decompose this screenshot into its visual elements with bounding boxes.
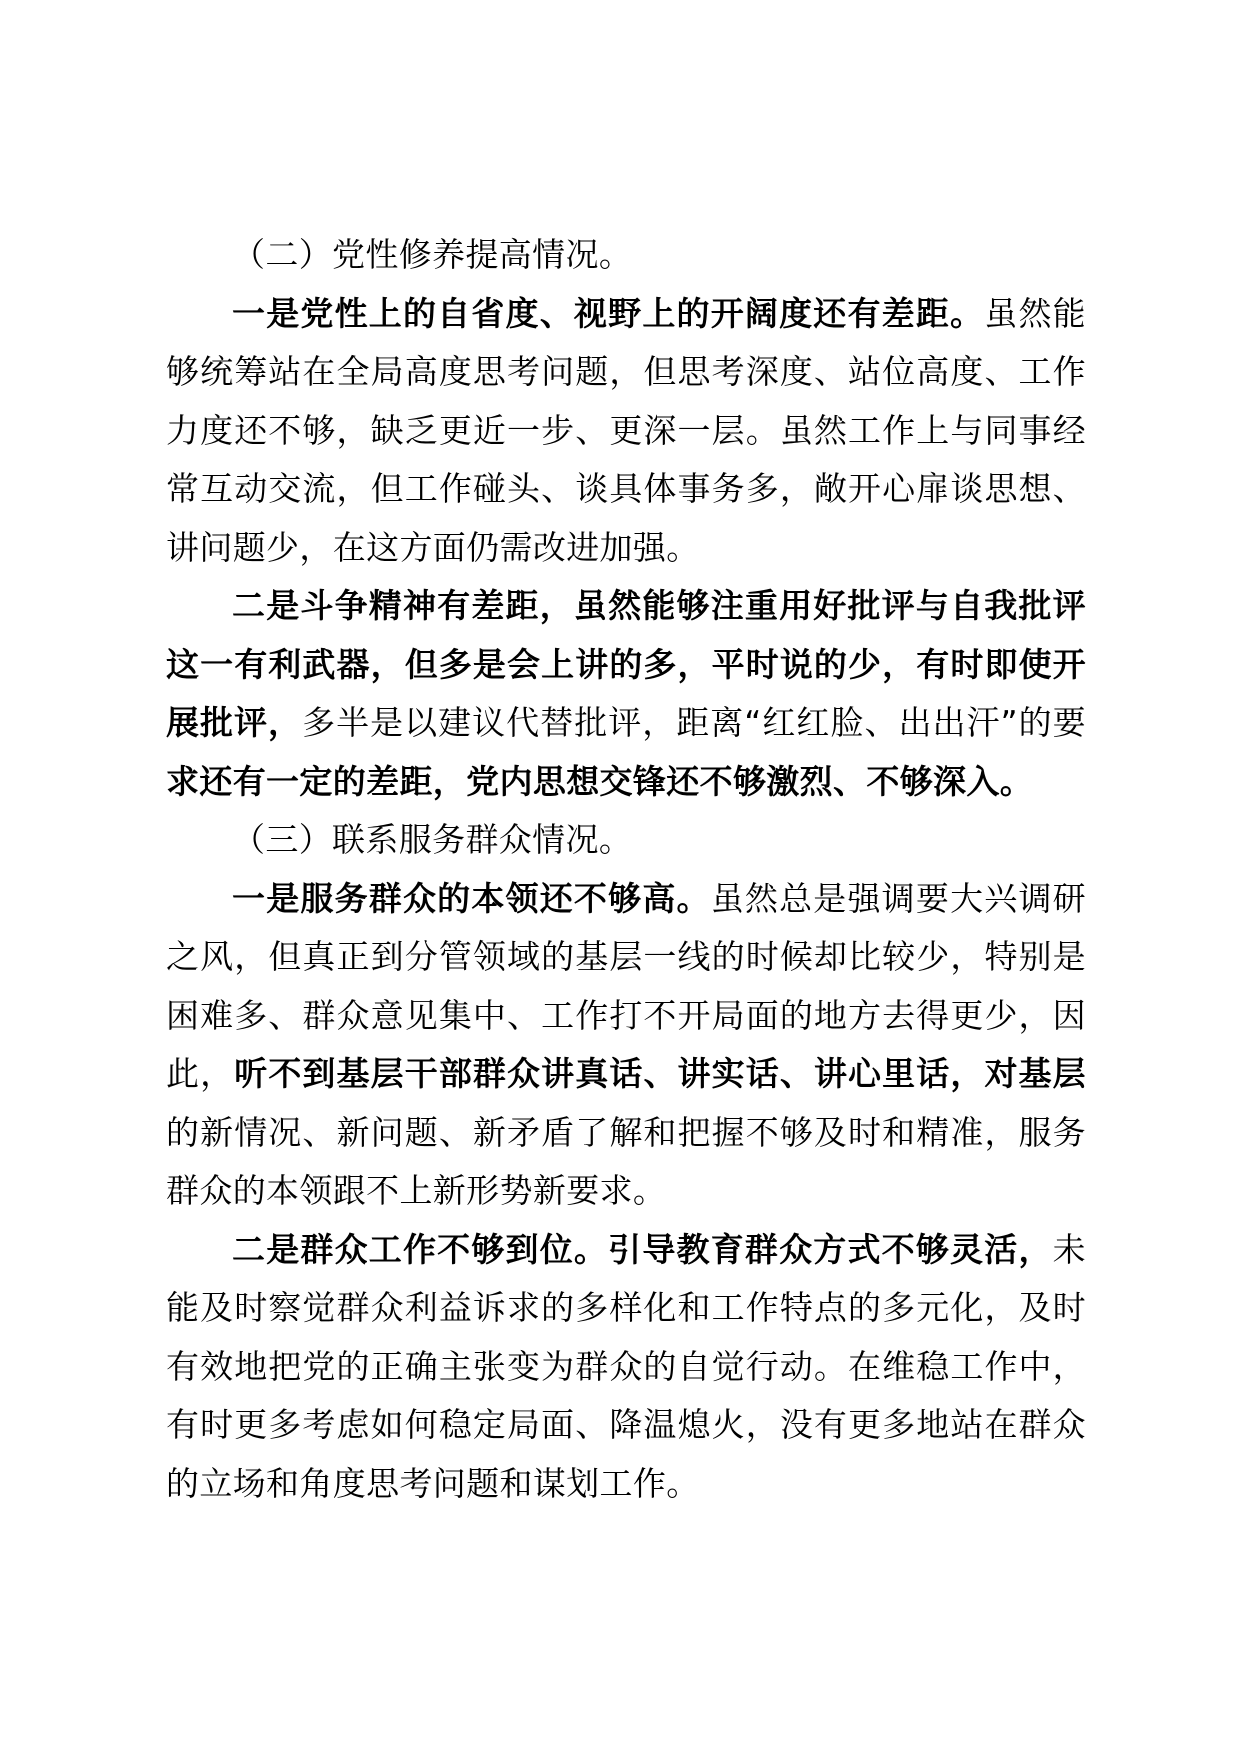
paragraph-lead: 二是斗争精神有差距，虽然能够注重用好批评与自我批评这一有利武器，但多是会上讲的多，平时说的少，有时即使开展批评， [166, 586, 1086, 742]
document-body [166, 226, 1086, 1513]
paragraph-mid: 听不到基层干部群众讲真话、讲实话、讲心里话，对基层 [234, 1054, 1087, 1093]
section-heading-2-text: （二）党性修养提高情况。 [232, 235, 633, 274]
section-heading-2 [166, 226, 1086, 285]
paragraph-body: 虽然能够统筹站在全局高度思考问题，但思考深度、站位高度、工作力度还不够，缺乏更近一步、更深一层。虽然工作上与同事经常互动交流，但工作碰头、谈具体事务多，敞开心扉谈思想、讲问题少，在这方面仍需改进加强。 [166, 293, 1086, 567]
paragraph-lead: 一是党性上的自省度、视野上的开阔度还有差距。 [232, 293, 985, 333]
paragraph-body: 多半是以建议代替批评，距离“红红脸、出出汗”的要 [302, 703, 1087, 742]
section-heading-3 [166, 811, 1086, 870]
paragraph-serve-masses-2 [166, 1221, 1086, 1514]
paragraph-lead: 二是群众工作不够到位。引导教育群众方式不够灵活， [232, 1229, 1053, 1269]
paragraph-party-spirit-1 [166, 285, 1086, 578]
paragraph-body: 未能及时察觉群众利益诉求的多样化和工作特点的多元化，及时有效地把党的正确主张变为群众的自觉行动。在维稳工作中，有时更多考虑如何稳定局面、降温熄火，没有更多地站在群众的立场和角度思考问题和谋划工作。 [166, 1229, 1086, 1503]
paragraph-lead: 一是服务群众的本领还不够高。 [232, 878, 711, 918]
paragraph-tail: 求还有一定的差距，党内思想交锋还不够激烈、不够深入。 [166, 761, 1034, 801]
paragraph-body: 的新情况、新问题、新矛盾了解和把握不够及时和精准，服务群众的本领跟不上新形势新要求。 [166, 1112, 1086, 1210]
section-heading-3-text: （三）联系服务群众情况。 [232, 820, 633, 859]
paragraph-party-spirit-2 [166, 577, 1086, 811]
paragraph-body: 虽然总是强调要大兴调研之风，但真正到分管领域的基层一线的时候却比较少，特别是困难多、群众意见集中、工作打不开局面的地方去得更少，因此， [166, 878, 1086, 1093]
paragraph-serve-masses-1 [166, 870, 1086, 1221]
